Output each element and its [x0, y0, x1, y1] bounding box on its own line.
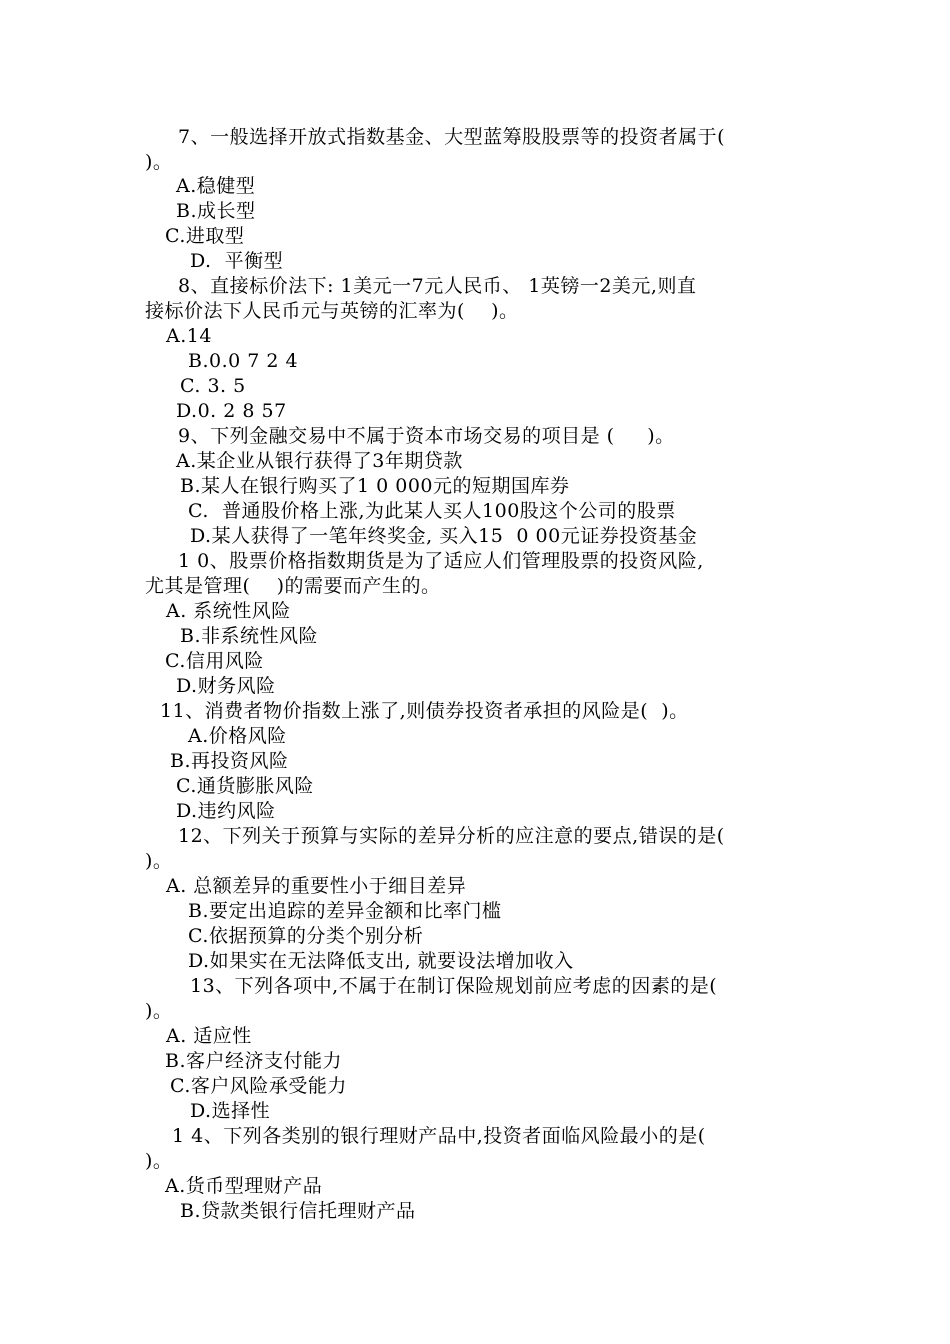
question-10-option-b: B.非系统性风险	[180, 625, 319, 647]
question-10-option-a: A. 系统性风险	[166, 600, 291, 622]
question-7-stem-cont: )。	[145, 151, 173, 173]
question-8-option-c: C. 3. 5	[180, 375, 246, 397]
question-9-option-a: A.某企业从银行获得了3年期贷款	[176, 450, 463, 472]
question-8-option-a: A.14	[166, 325, 212, 347]
question-13-option-a: A. 适应性	[166, 1025, 252, 1047]
question-8-option-d: D.0. 2 8 57	[176, 400, 287, 422]
question-12-option-b: B.要定出追踪的差异金额和比率门槛	[188, 900, 502, 922]
question-14-stem-cont: )。	[145, 1150, 173, 1172]
question-7-option-b: B.成长型	[176, 200, 256, 222]
question-12-option-d: D.如果实在无法降低支出, 就要设法增加收入	[188, 950, 574, 972]
question-9-stem: 9、下列金融交易中不属于资本市场交易的项目是 ( )。	[178, 425, 675, 447]
question-11-stem: 11、消费者物价指数上涨了,则债券投资者承担的风险是( )。	[160, 700, 689, 722]
question-12-stem-cont: )。	[145, 850, 173, 872]
question-12-option-c: C.依据预算的分类个别分析	[188, 925, 424, 947]
question-10-stem-cont: 尤其是管理( )的需要而产生的。	[145, 575, 441, 597]
question-14-option-b: B.贷款类银行信托理财产品	[180, 1200, 416, 1222]
question-10-option-d: D.财务风险	[176, 675, 276, 697]
question-11-option-b: B.再投资风险	[170, 750, 289, 772]
question-9-option-d: D.某人获得了一笔年终奖金, 买入15 0 00元证券投资基金	[190, 525, 698, 547]
question-13-stem-cont: )。	[145, 1000, 173, 1022]
question-14-stem: 1 4、下列各类别的银行理财产品中,投资者面临风险最小的是(	[172, 1125, 706, 1147]
question-13-option-d: D.选择性	[190, 1100, 271, 1122]
question-9-option-b: B.某人在银行购买了1 0 000元的短期国库券	[180, 475, 570, 497]
question-13-option-b: B.客户经济支付能力	[165, 1050, 343, 1072]
question-10-stem: 1 0、股票价格指数期货是为了适应人们管理股票的投资风险,	[178, 550, 704, 572]
question-11-option-c: C.通货膨胀风险	[176, 775, 314, 797]
question-13-option-c: C.客户风险承受能力	[170, 1075, 347, 1097]
question-10-option-c: C.信用风险	[165, 650, 264, 672]
question-13-stem: 13、下列各项中,不属于在制订保险规划前应考虑的因素的是(	[190, 975, 718, 997]
question-14-option-a: A.货币型理财产品	[165, 1175, 323, 1197]
question-7-option-d: D. 平衡型	[190, 250, 284, 272]
question-8-stem: 8、直接标价法下: 1美元一7元人民币、 1英镑一2美元,则直	[178, 275, 697, 297]
question-7-option-a: A.稳健型	[176, 175, 256, 197]
question-11-option-a: A.价格风险	[188, 725, 287, 747]
question-9-option-c: C. 普通股价格上涨,为此某人买人100股这个公司的股票	[188, 500, 676, 522]
question-12-stem: 12、下列关于预算与实际的差异分析的应注意的要点,错误的是(	[178, 825, 725, 847]
question-7-option-c: C.进取型	[165, 225, 245, 247]
question-8-stem-cont: 接标价法下人民币元与英镑的汇率为( )。	[145, 300, 519, 322]
question-7-stem: 7、一般选择开放式指数基金、大型蓝筹股股票等的投资者属于(	[178, 126, 726, 148]
question-8-option-b: B.0.0 7 2 4	[188, 350, 299, 372]
question-12-option-a: A. 总额差异的重要性小于细目差异	[166, 875, 467, 897]
question-11-option-d: D.违约风险	[176, 800, 276, 822]
